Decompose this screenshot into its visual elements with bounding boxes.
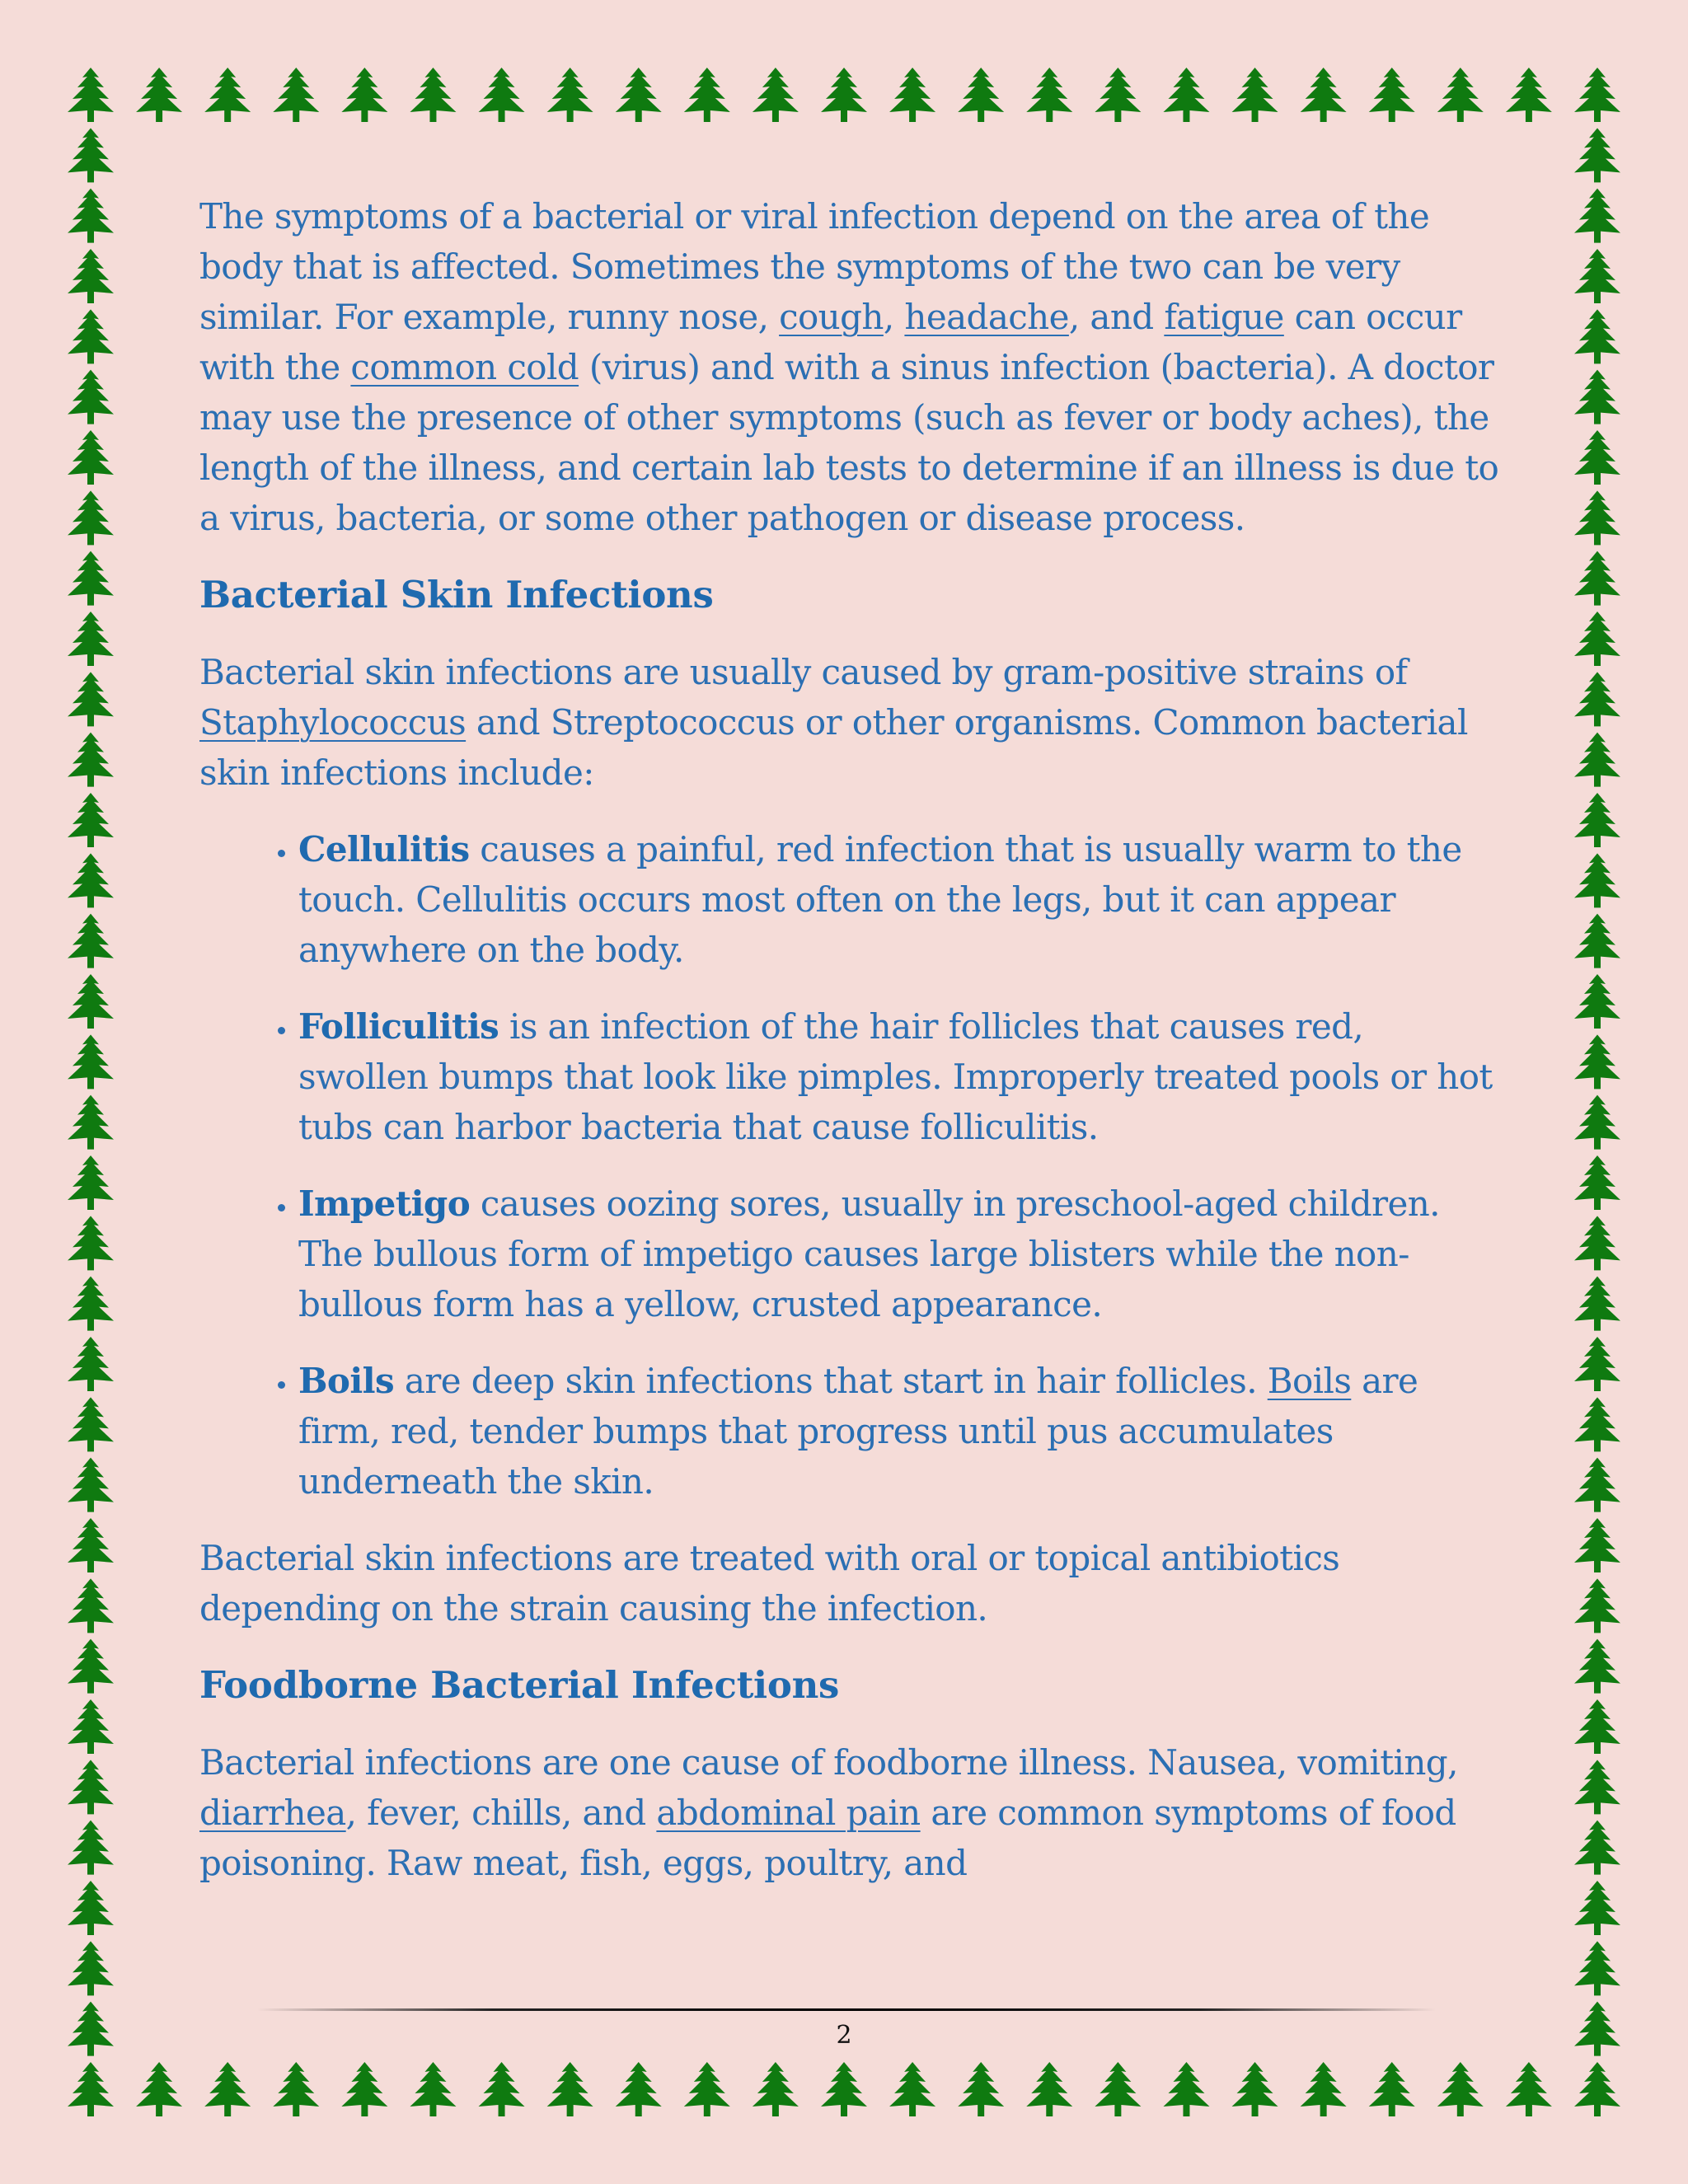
tree-icon xyxy=(1574,853,1620,907)
tree-icon xyxy=(1026,2062,1072,2116)
tree-icon xyxy=(1163,68,1209,122)
tree-icon xyxy=(341,68,387,122)
tree-icon xyxy=(958,68,1004,122)
tree-icon xyxy=(1574,612,1620,666)
term-cellulitis: Cellulitis xyxy=(298,829,470,869)
tree-icon xyxy=(1574,490,1620,545)
tree-icon xyxy=(68,672,114,726)
tree-icon xyxy=(68,1277,114,1331)
tree-icon xyxy=(1506,2062,1552,2116)
tree-icon xyxy=(136,68,182,122)
intro-paragraph xyxy=(199,191,1502,543)
tree-icon xyxy=(1574,1337,1620,1391)
tree-icon xyxy=(68,1639,114,1694)
tree-icon xyxy=(68,551,114,606)
tree-icon xyxy=(68,1034,114,1089)
list-item-cellulitis xyxy=(298,824,1502,975)
tree-icon xyxy=(889,2062,935,2116)
abdominal-pain-link[interactable]: abdominal pain xyxy=(656,1793,921,1833)
diarrhea-link[interactable]: diarrhea xyxy=(199,1793,346,1833)
tree-icon xyxy=(1301,2062,1347,2116)
tree-icon xyxy=(68,612,114,666)
foodborne-heading: Foodborne Bacterial Infections xyxy=(199,1663,840,1707)
tree-icon xyxy=(273,68,319,122)
tree-icon xyxy=(1574,430,1620,485)
tree-icon xyxy=(68,974,114,1029)
item-text: are firm, red, tender bumps that progress until pus accumulates underneath the skin. xyxy=(298,1361,1418,1502)
cough-link[interactable]: cough xyxy=(779,297,884,337)
tree-icon xyxy=(1232,2062,1278,2116)
list-item-folliculitis xyxy=(298,1001,1502,1152)
document-body xyxy=(199,191,1502,1915)
tree-icon xyxy=(1369,68,1415,122)
tree-icon xyxy=(68,309,114,363)
tree-icon xyxy=(1574,1034,1620,1089)
tree-icon xyxy=(821,68,867,122)
tree-icon xyxy=(1574,914,1620,968)
tree-icon xyxy=(1163,2062,1209,2116)
intro-text: , xyxy=(883,297,905,337)
tree-icon xyxy=(1369,2062,1415,2116)
skin-infection-list xyxy=(199,824,1502,1507)
tree-icon xyxy=(1574,128,1620,182)
tree-icon xyxy=(68,370,114,424)
tree-icon xyxy=(68,68,114,122)
footer-rule xyxy=(257,2008,1436,2011)
tree-icon xyxy=(1574,1397,1620,1451)
tree-icon xyxy=(1232,68,1278,122)
tree-icon xyxy=(68,793,114,847)
tree-icon xyxy=(1574,309,1620,363)
tree-icon xyxy=(958,2062,1004,2116)
tree-icon xyxy=(68,430,114,485)
tree-icon xyxy=(1574,249,1620,303)
common-cold-link[interactable]: common cold xyxy=(350,347,579,387)
tree-icon xyxy=(1574,1095,1620,1150)
tree-icon xyxy=(1574,68,1620,122)
tree-icon xyxy=(68,2062,114,2116)
tree-icon xyxy=(1574,1941,1620,1995)
tree-icon xyxy=(1574,1458,1620,1512)
foodborne-text: are common symptoms of food poisoning. Raw meat, fish, eggs, poultry, and xyxy=(199,1793,1456,1883)
skin-treatment-paragraph: Bacterial skin infections are treated with oral or topical antibiotics depending on the strain causing the infection. xyxy=(199,1538,1340,1629)
intro-text: The symptoms of a bacterial or viral infection depend on the area of the body that is affected. Sometimes the symptoms of the two can be very similar. For example, runny nose, xyxy=(199,196,1430,337)
tree-icon xyxy=(204,2062,251,2116)
tree-icon xyxy=(547,2062,593,2116)
tree-icon xyxy=(68,1458,114,1512)
tree-icon xyxy=(1574,1821,1620,1875)
tree-icon xyxy=(1574,1155,1620,1210)
item-text: are deep skin infections that start in hair follicles. xyxy=(394,1361,1268,1401)
tree-icon xyxy=(1095,2062,1141,2116)
tree-icon xyxy=(1574,672,1620,726)
list-item-boils xyxy=(298,1356,1502,1507)
tree-icon xyxy=(68,733,114,787)
tree-icon xyxy=(1574,2062,1620,2116)
tree-icon xyxy=(68,1216,114,1270)
tree-icon xyxy=(1095,68,1141,122)
intro-text: can occur with the xyxy=(199,297,1462,387)
foodborne-text: , fever, chills, and xyxy=(345,1793,657,1833)
item-text: causes oozing sores, usually in preschool-aged children. The bullous form of impetigo causes large blisters while the non-bullous form has a yellow, crusted appearance. xyxy=(298,1183,1440,1324)
boils-link[interactable]: Boils xyxy=(1267,1361,1352,1401)
tree-icon xyxy=(1301,68,1347,122)
tree-icon xyxy=(410,68,456,122)
tree-icon xyxy=(68,1155,114,1210)
page-number: 2 xyxy=(836,2021,852,2050)
staphylococcus-link[interactable]: Staphylococcus xyxy=(199,702,467,743)
tree-icon xyxy=(1574,1881,1620,1935)
item-text: is an infection of the hair follicles that causes red, swollen bumps that look like pimples. Improperly treated pools or hot tubs can harbor bacteria that cause folliculitis. xyxy=(298,1006,1493,1147)
item-text: causes a painful, red infection that is usually warm to the touch. Cellulitis occurs most often on the legs, but it can appear anywhere on the body. xyxy=(298,829,1462,970)
tree-icon xyxy=(68,1397,114,1451)
tree-icon xyxy=(616,68,662,122)
tree-icon xyxy=(68,853,114,907)
skin-intro-paragraph xyxy=(199,647,1502,798)
tree-icon xyxy=(68,189,114,243)
skin-intro-text: and Streptococcus or other organisms. Common bacterial skin infections include: xyxy=(199,702,1468,793)
tree-icon xyxy=(68,914,114,968)
foodborne-paragraph xyxy=(199,1737,1502,1888)
tree-icon xyxy=(1574,733,1620,787)
tree-icon xyxy=(547,68,593,122)
list-item-impetigo xyxy=(298,1179,1502,1329)
tree-icon xyxy=(1026,68,1072,122)
tree-icon xyxy=(753,2062,799,2116)
tree-icon xyxy=(479,68,525,122)
tree-icon xyxy=(1574,1518,1620,1572)
term-folliculitis: Folliculitis xyxy=(298,1006,499,1047)
tree-icon xyxy=(479,2062,525,2116)
tree-icon xyxy=(1506,68,1552,122)
tree-icon xyxy=(1574,1760,1620,1814)
tree-icon xyxy=(1574,370,1620,424)
tree-icon xyxy=(821,2062,867,2116)
tree-icon xyxy=(1574,1277,1620,1331)
tree-icon xyxy=(1574,189,1620,243)
intro-text: , and xyxy=(1068,297,1165,337)
tree-icon xyxy=(68,1578,114,1633)
tree-icon xyxy=(136,2062,182,2116)
tree-icon xyxy=(1574,1216,1620,1270)
tree-icon xyxy=(684,2062,730,2116)
foodborne-text: Bacterial infections are one cause of foodborne illness. Nausea, vomiting, xyxy=(199,1742,1458,1783)
term-impetigo: Impetigo xyxy=(298,1183,471,1224)
skin-infections-heading: Bacterial Skin Infections xyxy=(199,573,714,616)
tree-icon xyxy=(68,1095,114,1150)
tree-icon xyxy=(68,1821,114,1875)
tree-icon xyxy=(68,1760,114,1814)
tree-icon xyxy=(68,1881,114,1935)
tree-icon xyxy=(1437,2062,1484,2116)
fatigue-link[interactable]: fatigue xyxy=(1164,297,1284,337)
tree-icon xyxy=(68,1337,114,1391)
tree-icon xyxy=(68,128,114,182)
tree-icon xyxy=(753,68,799,122)
tree-icon xyxy=(273,2062,319,2116)
tree-icon xyxy=(68,1941,114,1995)
tree-icon xyxy=(68,490,114,545)
tree-icon xyxy=(1574,1699,1620,1754)
tree-icon xyxy=(684,68,730,122)
tree-icon xyxy=(341,2062,387,2116)
tree-icon xyxy=(1574,974,1620,1029)
tree-icon xyxy=(1437,68,1484,122)
intro-text: (virus) and with a sinus infection (bacteria). A doctor may use the presence of other symptoms (such as fever or body aches), the length of the illness, and certain lab tests to determine if an illness is due to a virus, bacteria, or some other pathogen or disease process. xyxy=(199,347,1499,538)
tree-icon xyxy=(68,1518,114,1572)
tree-icon xyxy=(204,68,251,122)
tree-icon xyxy=(68,1699,114,1754)
tree-icon xyxy=(410,2062,456,2116)
skin-intro-text: Bacterial skin infections are usually caused by gram-positive strains of xyxy=(199,652,1408,692)
tree-icon xyxy=(616,2062,662,2116)
tree-icon xyxy=(1574,551,1620,606)
tree-icon xyxy=(1574,793,1620,847)
headache-link[interactable]: headache xyxy=(904,297,1069,337)
term-boils: Boils xyxy=(298,1361,395,1401)
tree-icon xyxy=(1574,1639,1620,1694)
tree-icon xyxy=(1574,1578,1620,1633)
tree-icon xyxy=(889,68,935,122)
tree-icon xyxy=(68,249,114,303)
